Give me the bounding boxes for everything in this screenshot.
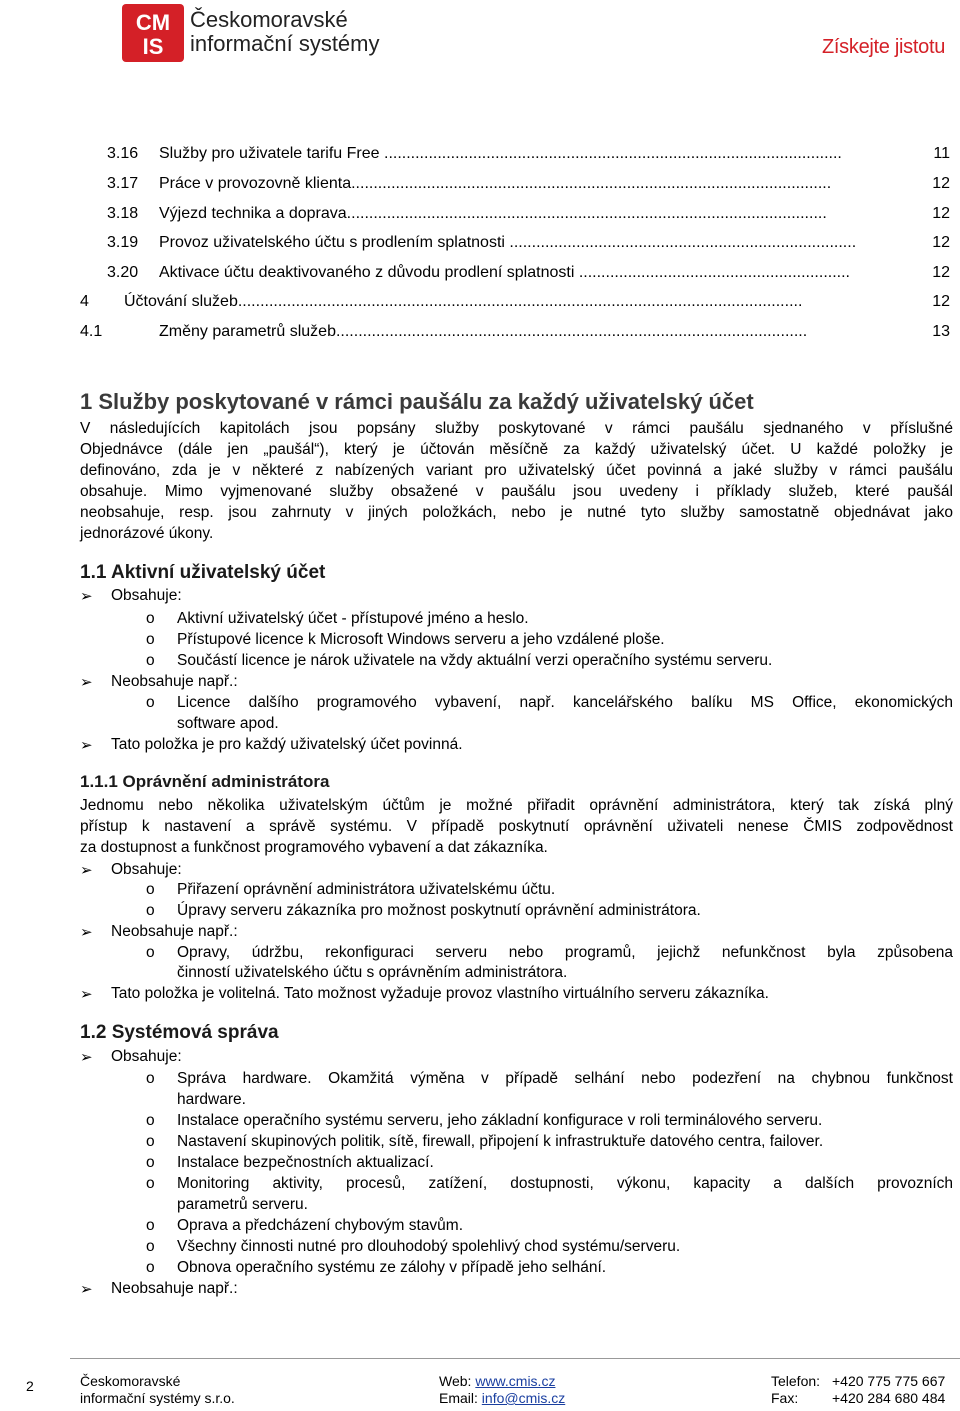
list-item: Instalace operačního systému serveru, jeho základní konfigurace v roli terminálového serveru. (177, 1112, 823, 1129)
brand-name (190, 8, 380, 56)
circle-bullet-icon: o (146, 1175, 155, 1192)
section-1-heading: 1 Služby poskytované v rámci paušálu za každý uživatelský účet (80, 389, 754, 414)
toc-page: 12 (932, 234, 950, 251)
toc-title: Účtování služeb............................................................................................................................... (124, 293, 803, 310)
email-link[interactable]: info@cmis.cz (481, 1390, 566, 1406)
company-line-2: informační systémy s.r.o. (80, 1390, 235, 1406)
footer-divider (70, 1358, 960, 1359)
web-link[interactable]: www.cmis.cz (475, 1373, 556, 1389)
toc-number: 3.20 (107, 264, 139, 281)
section-1-paragraph (80, 418, 953, 544)
toc-title: Práce v provozovně klienta............................................................................................................ (159, 175, 832, 192)
section-1-1-heading: 1.1 Aktivní uživatelský účet (80, 562, 326, 583)
arrow-bullet-icon: ➢ (80, 588, 93, 605)
toc-entry[interactable] (0, 291, 960, 313)
list-item: Opravy, údržbu, rekonfiguraci serveru nebo programů, jejichž nefunkčnost byla způsobena (177, 944, 953, 961)
note: Tato položka je volitelná. Tato možnost vyžaduje provoz vlastního virtuálního serveru zákazníka. (111, 985, 769, 1002)
toc-page: 12 (932, 175, 950, 192)
list-item: Součástí licence je nárok uživatele na vždy aktuální verzi operačního systému serveru. (177, 652, 773, 669)
toc-page: 12 (932, 264, 950, 281)
toc-number: 3.18 (107, 205, 139, 222)
toc-title: Služby pro uživatele tarifu Free ....................................................................................................... (159, 145, 842, 162)
list-item: Správa hardware. Okamžitá výměna v případě selhání nebo podezření na chybnou funkčnost (177, 1070, 953, 1087)
list-item: Licence dalšího programového vybavení, např. kancelářského balíku MS Office, ekonomických (177, 694, 953, 711)
para-line: jednorázové úkony. (80, 525, 214, 542)
list-item: Obnova operačního systému ze zálohy v případě jeho selhání. (177, 1259, 607, 1276)
list-item-continued: hardware. (177, 1091, 246, 1108)
toc-number: 3.17 (107, 175, 139, 192)
company-line-1: Českomoravské (80, 1373, 181, 1389)
footer-company (80, 1373, 235, 1407)
contains-label: Obsahuje: (111, 587, 182, 604)
section-1-1-1-heading: 1.1.1 Oprávnění administrátora (80, 772, 330, 791)
arrow-bullet-icon: ➢ (80, 1281, 93, 1298)
arrow-bullet-icon: ➢ (80, 674, 93, 691)
list-item: Oprava a předcházení chybovým stavům. (177, 1217, 464, 1234)
toc-page: 12 (932, 293, 950, 310)
list-item: Aktivní uživatelský účet - přístupové jméno a heslo. (177, 610, 529, 627)
toc-title: Aktivace účtu deaktivovaného z důvodu prodlení splatnosti ............................................................. (159, 264, 850, 281)
circle-bullet-icon: o (146, 631, 155, 648)
page-number: 2 (26, 1378, 34, 1394)
footer-phone-label: Telefon: (771, 1373, 821, 1389)
arrow-bullet-icon: ➢ (80, 1049, 93, 1066)
arrow-bullet-icon: ➢ (80, 862, 93, 879)
list-item: Přiřazení oprávnění administrátora uživatelskému účtu. (177, 881, 556, 898)
arrow-bullet-icon: ➢ (80, 924, 93, 941)
para-line: přístup k nastavení a správě systému. V případě poskytnutí oprávnění uživateli nenese ČMIS zodpovědnost (80, 818, 953, 835)
toc-entry[interactable] (0, 173, 960, 195)
list-item: Nastavení skupinových politik, sítě, firewall, připojení k infrastruktuře datového centra, failover. (177, 1133, 824, 1150)
para-line: obsahuje. Mimo vyjmenované služby obsažené v paušálu jsou uvedeny i příklady služeb, které paušál (80, 483, 953, 500)
not-contains-label: Neobsahuje např.: (111, 673, 238, 690)
list-item-continued: parametrů serveru. (177, 1196, 308, 1213)
toc-entry[interactable] (0, 262, 960, 284)
toc-page: 11 (933, 145, 950, 162)
section-1-1-1-paragraph (80, 795, 953, 858)
para-line: definováno, zda je v některé z nabízených variant pro uživatelský účet povinná a jaké služby v rámci paušálu (80, 462, 953, 479)
list-item: Přístupové licence k Microsoft Windows serveru a jeho vzdálené ploše. (177, 631, 665, 648)
list-item: Úpravy serveru zákazníka pro možnost poskytnutí oprávnění administrátora. (177, 902, 701, 919)
contains-label: Obsahuje: (111, 1048, 182, 1065)
circle-bullet-icon: o (146, 1070, 155, 1087)
brand-line-2: informační systémy (190, 31, 380, 56)
circle-bullet-icon: o (146, 902, 155, 919)
para-line: za dostupnost a funkčnost programového vybavení a dat zákazníka. (80, 839, 548, 856)
arrow-bullet-icon: ➢ (80, 737, 93, 754)
circle-bullet-icon: o (146, 1238, 155, 1255)
circle-bullet-icon: o (146, 652, 155, 669)
circle-bullet-icon: o (146, 944, 155, 961)
footer-phone: +420 775 775 667 (832, 1373, 946, 1389)
list-item-continued: činností uživatelského účtu s oprávněním administrátora. (177, 964, 568, 981)
para-line: neobsahuje, resp. jsou zahrnuty v jiných položkách, nebo je nutné tyto služby samostatně objednávat jako (80, 504, 953, 521)
svg-text:IS: IS (142, 34, 164, 59)
toc-page: 13 (932, 323, 950, 340)
circle-bullet-icon: o (146, 694, 155, 711)
toc-title: Výjezd technika a doprava............................................................................................................ (159, 205, 827, 222)
circle-bullet-icon: o (146, 881, 155, 898)
toc-title: Provoz uživatelského účtu s prodlením splatnosti .............................................................................. (159, 234, 857, 251)
footer-web (439, 1373, 555, 1390)
circle-bullet-icon: o (146, 1112, 155, 1129)
toc-number: 4 (80, 293, 89, 310)
toc-entry[interactable] (0, 203, 960, 225)
circle-bullet-icon: o (146, 1217, 155, 1234)
footer-fax-label: Fax: (771, 1390, 799, 1406)
circle-bullet-icon: o (146, 1154, 155, 1171)
toc-entry[interactable] (0, 143, 960, 165)
toc-page: 12 (932, 205, 950, 222)
list-item: Monitoring aktivity, procesů, zatížení, dostupnosti, výkonu, kapacity a dalších provozních (177, 1175, 953, 1192)
slogan: Získejte jistotu (822, 36, 946, 58)
email-label: Email: (439, 1390, 478, 1406)
list-item-continued: software apod. (177, 715, 279, 732)
arrow-bullet-icon: ➢ (80, 986, 93, 1003)
not-contains-label: Neobsahuje např.: (111, 1280, 238, 1297)
circle-bullet-icon: o (146, 1133, 155, 1150)
toc-number: 3.16 (107, 145, 139, 162)
para-line: Jednomu nebo několika uživatelským účtům je možné přiřadit oprávnění administrátora, který tak získá plný (80, 797, 953, 814)
cmis-logo (122, 4, 184, 62)
brand-line-1: Českomoravské (190, 7, 348, 32)
toc-number: 4.1 (80, 323, 103, 340)
toc-title: Změny parametrů služeb.......................................................................................................... (159, 323, 808, 340)
list-item: Instalace bezpečnostních aktualizací. (177, 1154, 434, 1171)
contains-label: Obsahuje: (111, 861, 182, 878)
svg-text:CM: CM (135, 10, 171, 35)
circle-bullet-icon: o (146, 610, 155, 627)
para-line: Objednávce (dále jen „paušál“), který je účtován měsíčně za každý uživatelský účet. U každé položky je (80, 441, 953, 458)
footer-fax: +420 284 680 484 (832, 1390, 946, 1406)
toc-number: 3.19 (107, 234, 139, 251)
footer-email (439, 1390, 565, 1407)
note: Tato položka je pro každý uživatelský účet povinná. (111, 736, 463, 753)
not-contains-label: Neobsahuje např.: (111, 923, 238, 940)
list-item: Všechny činnosti nutné pro dlouhodobý spolehlivý chod systému/serveru. (177, 1238, 681, 1255)
section-1-2-heading: 1.2 Systémová správa (80, 1022, 279, 1043)
web-label: Web: (439, 1373, 472, 1389)
para-line: V následujících kapitolách jsou popsány služby poskytované v rámci paušálu sjednaného v příslušné (80, 420, 953, 437)
toc-entry[interactable] (0, 321, 960, 343)
toc-entry[interactable] (0, 232, 960, 254)
circle-bullet-icon: o (146, 1259, 155, 1276)
